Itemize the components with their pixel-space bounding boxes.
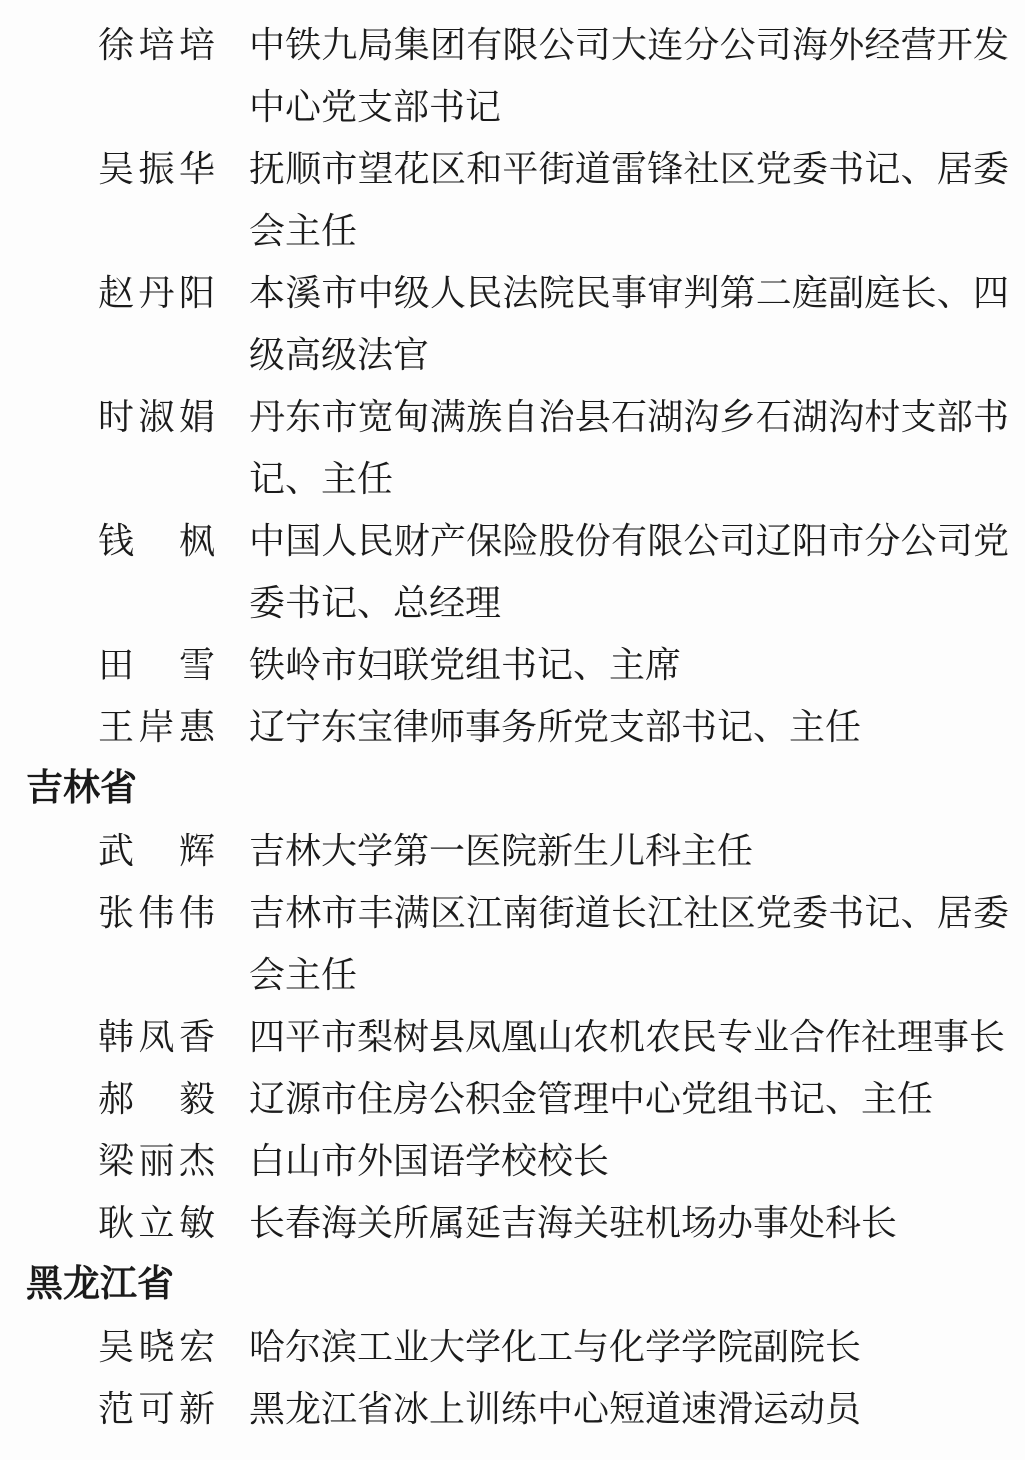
- entry-position: 白山市外国语学校校长: [249, 1141, 610, 1181]
- entry-position: 抚顺市望花区和平街道雷锋社区党委书记、居委会主任: [249, 149, 1009, 251]
- list-entry: [0, 138, 1025, 262]
- entry-name: 耿立敏: [98, 1203, 215, 1243]
- entry-position: 四平市梨树县凤凰山农机农民专业合作社理事长: [249, 1017, 1006, 1057]
- entry-position: 丹东市宽甸满族自治县石湖沟乡石湖沟村支部书记、主任: [249, 397, 1009, 499]
- entry-name: 钱枫: [98, 521, 215, 561]
- entry-position: 吉林大学第一医院新生儿科主任: [249, 831, 754, 871]
- list-entry: [0, 1316, 1025, 1378]
- entry-position: 辽源市住房公积金管理中心党组书记、主任: [249, 1079, 934, 1119]
- entry-name: 王岸惠: [98, 707, 215, 747]
- entry-position: 哈尔滨工业大学化工与化学学院副院长: [249, 1327, 862, 1367]
- entry-name: 武辉: [98, 831, 215, 871]
- entry-name: 张伟伟: [98, 893, 215, 933]
- entry-position: 本溪市中级人民法院民事审判第二庭副庭长、四级高级法官: [249, 273, 1009, 375]
- entry-name: 郝毅: [98, 1079, 215, 1119]
- entry-position: 中铁九局集团有限公司大连分公司海外经营开发中心党支部书记: [249, 25, 1009, 127]
- entry-position: 辽宁东宝律师事务所党支部书记、主任: [249, 707, 862, 747]
- list-entry: [0, 696, 1025, 758]
- list-entry: [0, 1378, 1025, 1440]
- list-entry: [0, 1006, 1025, 1068]
- list-entry: [0, 1192, 1025, 1254]
- list-entry: [0, 1068, 1025, 1130]
- entry-name: 梁丽杰: [98, 1141, 215, 1181]
- entry-position: 铁岭市妇联党组书记、主席: [249, 645, 682, 685]
- list-entry: [0, 1130, 1025, 1192]
- entry-name: 徐培培: [98, 25, 215, 65]
- entry-name: 吴晓宏: [98, 1327, 215, 1367]
- list-entry: [0, 882, 1025, 1006]
- entry-position: 黑龙江省冰上训练中心短道速滑运动员: [249, 1389, 862, 1429]
- section-header-jilin: 吉林省: [26, 768, 137, 809]
- list-entry: [0, 820, 1025, 882]
- entry-name: 范可新: [98, 1389, 215, 1429]
- list-entry: [0, 14, 1025, 138]
- entry-position: 中国人民财产保险股份有限公司辽阳市分公司党委书记、总经理: [249, 521, 1009, 623]
- list-entry: [0, 510, 1025, 634]
- entry-name: 时淑娟: [98, 397, 215, 437]
- entry-name: 韩凤香: [98, 1017, 215, 1057]
- entry-name: 田雪: [98, 645, 215, 685]
- list-entry: [0, 262, 1025, 386]
- entry-name: 赵丹阳: [98, 273, 215, 313]
- list-entry: [0, 386, 1025, 510]
- entry-name: 吴振华: [98, 149, 215, 189]
- entry-position: 吉林市丰满区江南街道长江社区党委书记、居委会主任: [249, 893, 1009, 995]
- list-entry: [0, 634, 1025, 696]
- section-header-heilongjiang: 黑龙江省: [26, 1264, 174, 1305]
- entry-position: 长春海关所属延吉海关驻机场办事处科长: [249, 1203, 898, 1243]
